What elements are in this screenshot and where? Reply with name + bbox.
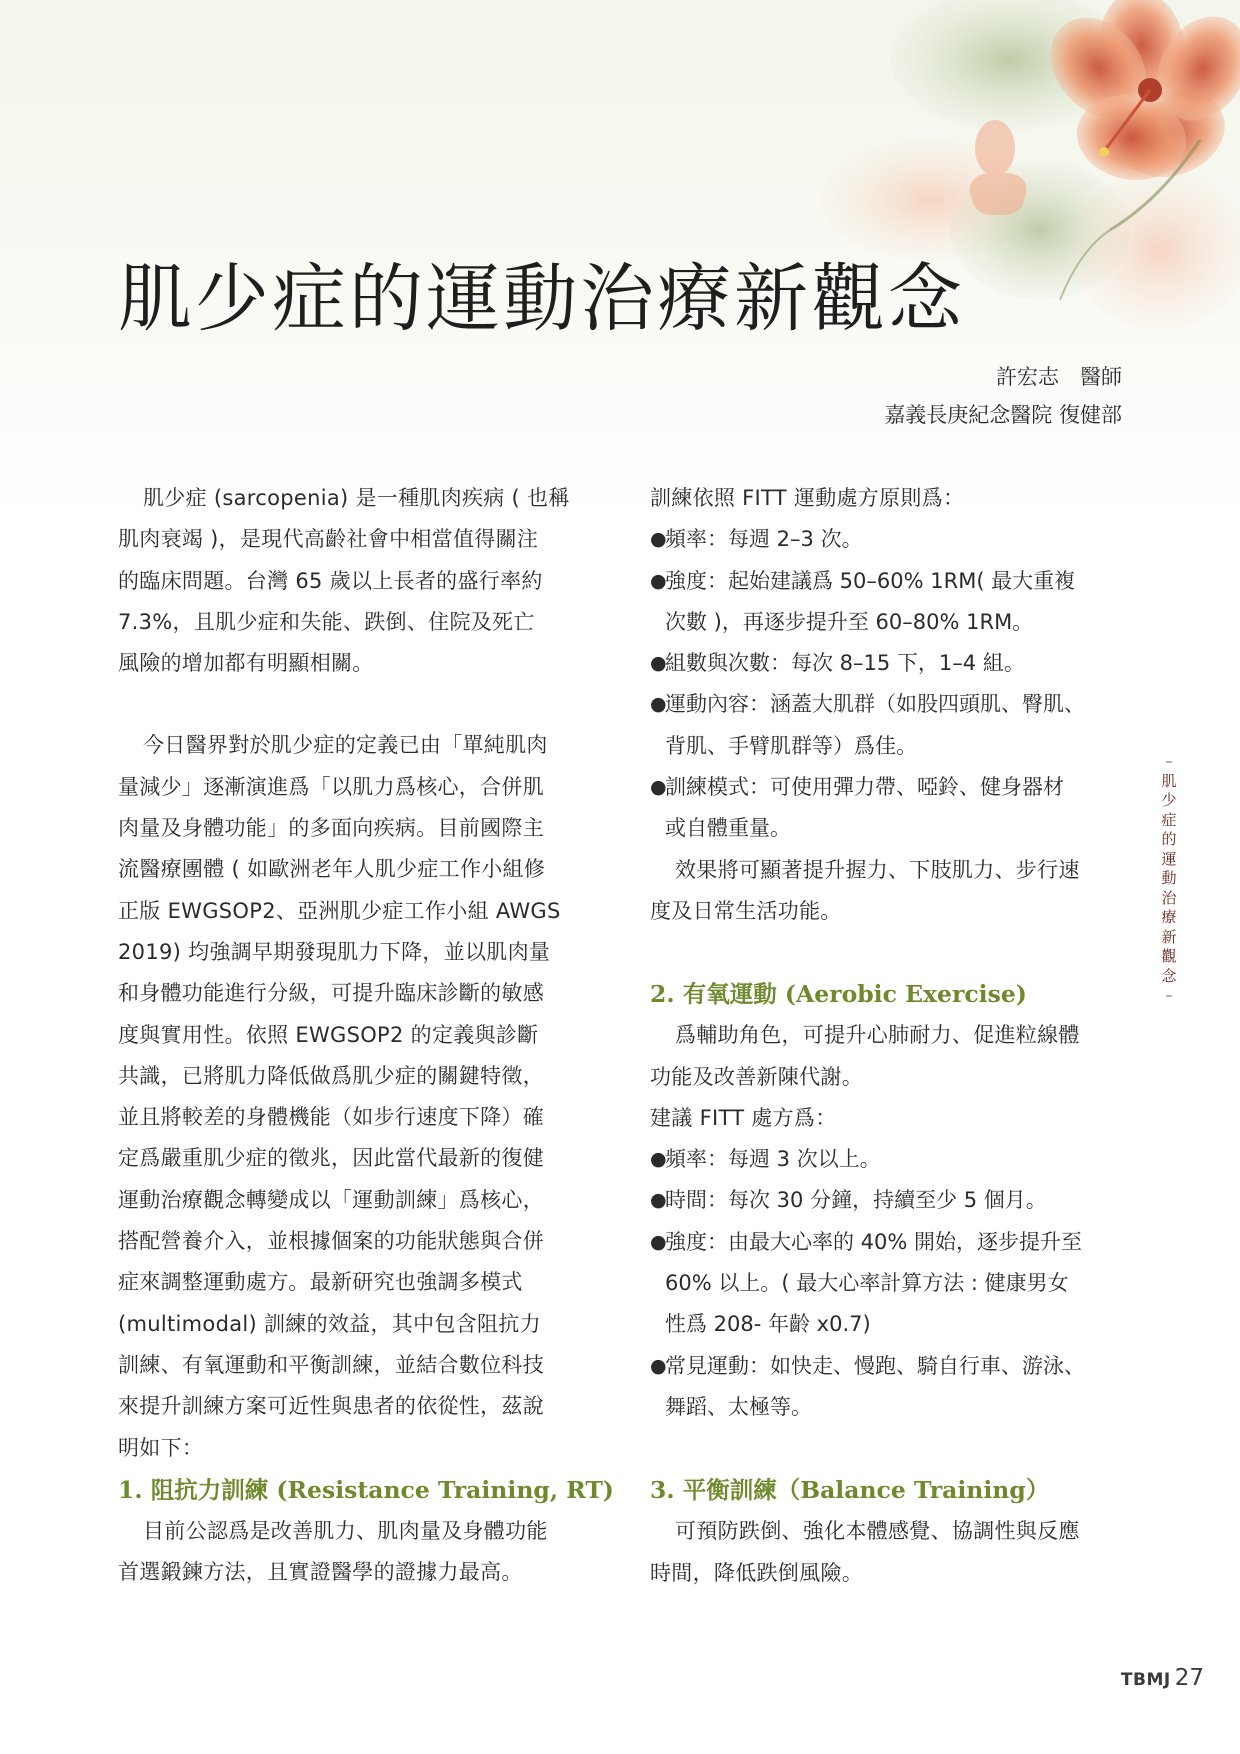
text-line: 今日醫界對於肌少症的定義已由「單純肌肉 xyxy=(143,733,548,758)
section-2-fitt-intro: 建議 FITT 處方爲： xyxy=(650,1105,837,1130)
text-line: 搭配營養介入，並根據個案的功能狀態與合併 xyxy=(118,1229,544,1254)
text-line: 正版 EWGSOP2、亞洲肌少症工作小組 AWGS xyxy=(118,898,561,923)
author-name: 許宏志 醫師 xyxy=(996,365,1122,389)
bullet-icon: ● xyxy=(650,1189,667,1212)
text-line: 的臨床問題。台灣 65 歲以上長者的盛行率約 xyxy=(118,568,543,593)
text-line: 流醫療團體 ( 如歐洲老年人肌少症工作小組修 xyxy=(118,857,546,882)
text-line: 來提升訓練方案可近性與患者的依從性，茲說 xyxy=(118,1394,544,1419)
list-item: ● 運動內容：涵蓋大肌群（如股四頭肌、臀肌、 背肌、手臂肌群等）爲佳。 xyxy=(650,684,1122,767)
list-item: ● 強度：由最大心率的 40% 開始，逐步提升至 60% 以上。( 最大心率計算方法 : 健康男女 性爲 208- 年齡 x0.7) xyxy=(650,1222,1122,1346)
fitt-intro: 訓練依照 FITT 運動處方原則爲： xyxy=(650,486,965,510)
section-3-body xyxy=(650,1511,1122,1594)
section-2-body xyxy=(650,1015,1122,1098)
text-line: 訓練、有氧運動和平衡訓練，並結合數位科技 xyxy=(118,1352,544,1377)
text-line: 度與實用性。依照 EWGSOP2 的定義與診斷 xyxy=(118,1022,539,1047)
text-line: 可預防跌倒、強化本體感覺、協調性與反應 xyxy=(675,1519,1080,1544)
side-tab-char: 肌 xyxy=(1161,771,1177,790)
side-tab-dash-bottom: – xyxy=(1165,986,1173,1004)
side-tab-char: 治 xyxy=(1161,888,1177,907)
list-item: ● 組數與次數：每次 8–15 下，1–4 組。 xyxy=(650,643,1122,684)
bullet-icon: ● xyxy=(650,1148,667,1171)
text-line: 共識，已將肌力降低做爲肌少症的關鍵特徵， xyxy=(118,1063,544,1088)
text-line: 量減少」逐漸演進爲「以肌力爲核心，合併肌 xyxy=(118,774,544,799)
side-tab-char: 療 xyxy=(1161,908,1177,926)
list-item: ● 訓練模式：可使用彈力帶、啞鈴、健身器材 或自體重量。 xyxy=(650,767,1122,850)
author-affiliation: 嘉義長庚紀念醫院 復健部 xyxy=(884,403,1122,427)
bullet-icon: ● xyxy=(650,569,667,592)
journal-name: TBMJ xyxy=(1120,1670,1171,1690)
side-tab-char: 觀 xyxy=(1161,947,1177,965)
text-line: 和身體功能進行分級，可提升臨床診斷的敏感 xyxy=(118,981,544,1006)
author-block xyxy=(884,358,1122,434)
intro-paragraph-1 xyxy=(118,478,590,684)
list-item: ● 頻率：每週 3 次以上。 xyxy=(650,1139,1122,1180)
side-tab-char: 動 xyxy=(1161,869,1177,887)
text-line: 功能及改善新陳代謝。 xyxy=(650,1064,863,1089)
side-tab-char: 運 xyxy=(1161,849,1177,868)
page-number: 27 xyxy=(1174,1665,1204,1691)
text-line: 首選鍛鍊方法，且實證醫學的證據力最高。 xyxy=(118,1560,523,1585)
text-line: 症來調整運動處方。最新研究也強調多模式 xyxy=(118,1270,523,1295)
list-item: ● 時間：每次 30 分鐘，持續至少 5 個月。 xyxy=(650,1180,1122,1221)
text-line: 並且將較差的身體機能（如步行速度下降）確 xyxy=(118,1105,544,1130)
side-tab-char: 念 xyxy=(1161,966,1177,985)
aerobic-list xyxy=(650,1139,1122,1428)
bullet-icon: ● xyxy=(650,693,667,716)
resistance-effect-paragraph xyxy=(650,850,1122,933)
side-tab-char: 的 xyxy=(1161,830,1177,848)
section-3-heading: 3. 平衡訓練（Balance Training） xyxy=(650,1476,1050,1505)
bullet-icon: ● xyxy=(650,1354,667,1377)
text-line: 目前公認爲是改善肌力、肌肉量及身體功能 xyxy=(143,1518,548,1543)
side-tab-text xyxy=(1158,772,1180,987)
list-item: ● 頻率：每週 2–3 次。 xyxy=(650,519,1122,560)
bullet-icon: ● xyxy=(650,1230,667,1253)
section-2-heading: 2. 有氧運動 (Aerobic Exercise) xyxy=(650,980,1027,1009)
intro-paragraph-2 xyxy=(118,725,590,1468)
section-1-heading: 1. 阻抗力訓練 (Resistance Training, RT) xyxy=(118,1475,614,1504)
bullet-icon: ● xyxy=(650,528,667,551)
text-line: 定爲嚴重肌少症的徵兆，因此當代最新的復健 xyxy=(118,1146,544,1171)
side-tab xyxy=(1158,752,1180,1006)
text-line: 度及日常生活功能。 xyxy=(650,898,842,923)
list-item: ● 強度：起始建議爲 50–60% 1RM( 最大重複 次數 )，再逐步提升至 60–80% 1RM。 xyxy=(650,561,1122,644)
side-tab-char: 新 xyxy=(1161,927,1177,946)
text-line: 肉量及身體功能」的多面向疾病。目前國際主 xyxy=(118,816,544,841)
text-line: (multimodal) 訓練的效益，其中包含阻抗力 xyxy=(118,1311,541,1336)
text-line: 明如下： xyxy=(118,1435,204,1460)
side-tab-char: 少 xyxy=(1161,791,1177,809)
text-line: 運動治療觀念轉變成以「運動訓練」爲核心， xyxy=(118,1187,544,1212)
text-line: 時間，降低跌倒風險。 xyxy=(650,1560,863,1585)
resistance-training-list xyxy=(650,519,1122,849)
list-item: ● 常見運動：如快走、慢跑、騎自行車、游泳、 舞蹈、太極等。 xyxy=(650,1346,1122,1429)
text-line: 爲輔助角色，可提升心肺耐力、促進粒線體 xyxy=(675,1023,1080,1048)
left-column xyxy=(118,478,614,1593)
text-line: 肌少症 (sarcopenia) 是一種肌肉疾病 ( 也稱 xyxy=(143,486,570,510)
side-tab-char: 症 xyxy=(1161,810,1177,829)
bullet-icon: ● xyxy=(650,776,667,799)
right-column xyxy=(650,478,1122,1594)
bullet-icon: ● xyxy=(650,652,667,675)
side-tab-dash-top: – xyxy=(1165,752,1173,770)
text-line: 2019) 均強調早期發現肌力下降，並以肌肉量 xyxy=(118,939,551,964)
article-title: 肌少症的運動治療新觀念 xyxy=(118,256,965,342)
text-line: 風險的增加都有明顯相關。 xyxy=(118,651,374,676)
text-line: 肌肉衰竭 )，是現代高齡社會中相當值得關注 xyxy=(118,527,539,552)
text-line: 7.3%，且肌少症和失能、跌倒、住院及死亡 xyxy=(118,609,535,634)
section-1-body xyxy=(118,1511,590,1594)
text-line: 效果將可顯著提升握力、下肢肌力、步行速 xyxy=(675,857,1080,882)
page-footer xyxy=(1121,1665,1204,1691)
